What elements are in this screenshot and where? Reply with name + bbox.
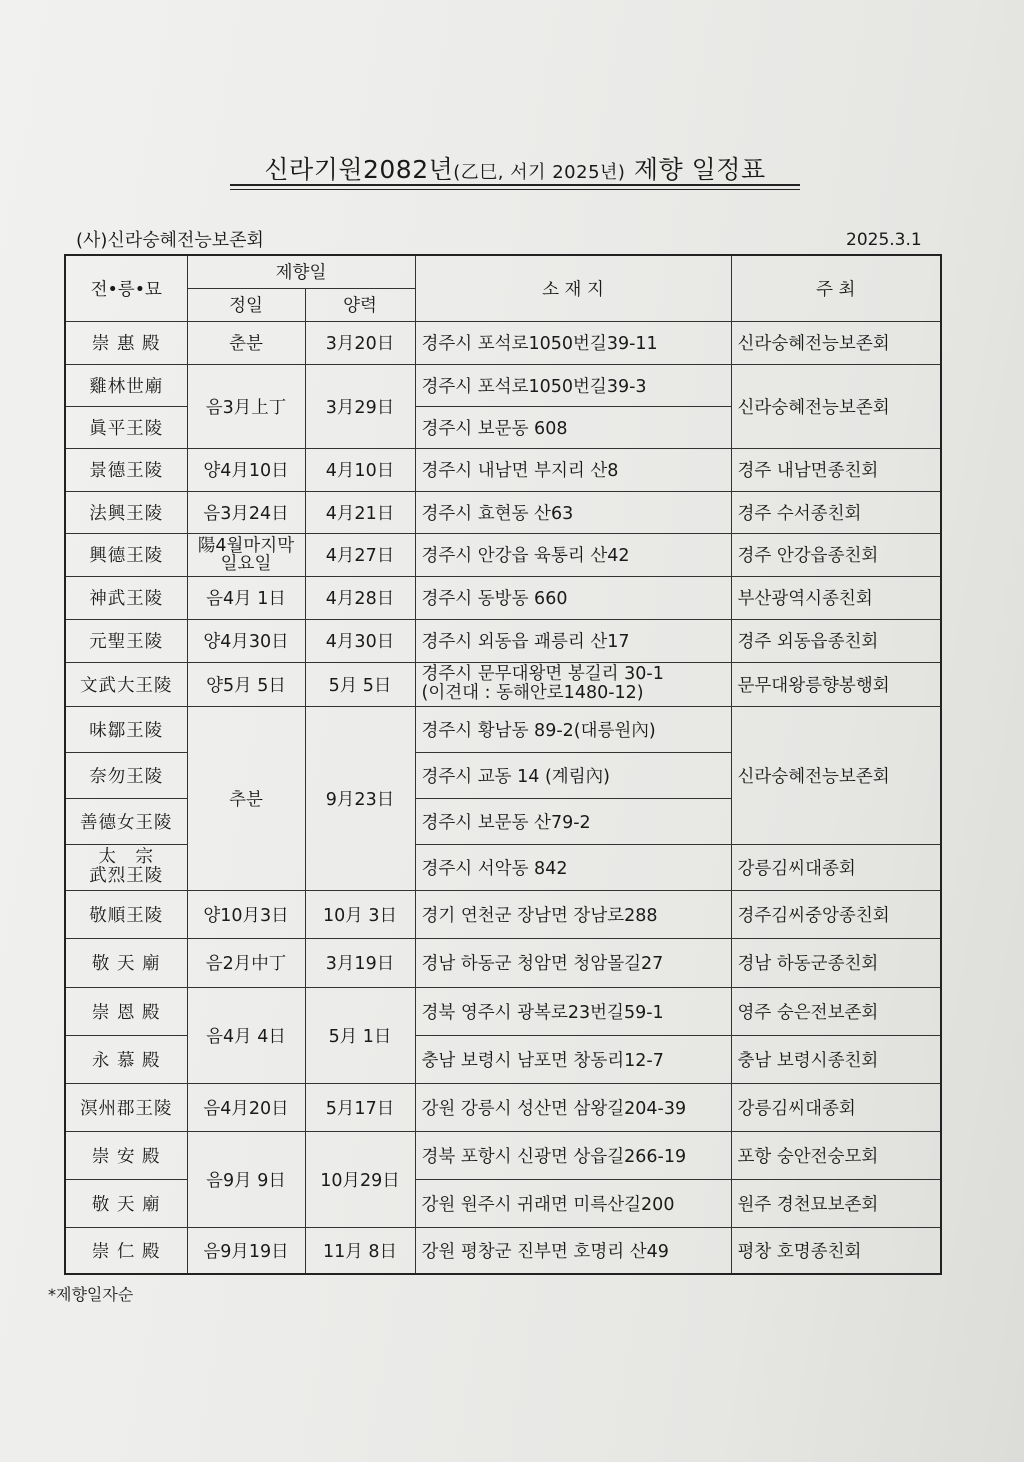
jeongil-cell: 양5月 5日 xyxy=(187,662,305,706)
jeongil-cell xyxy=(187,533,305,576)
table-row xyxy=(65,321,941,364)
host-cell: 포항 숭안전숭모회 xyxy=(731,1131,941,1179)
table-row xyxy=(65,364,941,406)
location-cell xyxy=(415,662,731,706)
table-row xyxy=(65,491,941,533)
location-cell: 강원 원주시 귀래면 미륵산길200 xyxy=(415,1179,731,1227)
host-cell: 문무대왕릉향봉행회 xyxy=(731,662,941,706)
site-cell: 元聖王陵 xyxy=(65,619,187,662)
location-cell: 경주시 포석로1050번길39-3 xyxy=(415,364,731,406)
host-cell: 평창 호명종친회 xyxy=(731,1227,941,1274)
host-cell: 강릉김씨대종회 xyxy=(731,844,941,890)
location-cell: 경주시 외동읍 괘릉리 산17 xyxy=(415,619,731,662)
host-cell: 신라숭혜전능보존회 xyxy=(731,364,941,448)
yang-cell: 3月29日 xyxy=(305,364,415,448)
host-cell: 충남 보령시종친회 xyxy=(731,1035,941,1083)
location-cell: 경주시 효현동 산63 xyxy=(415,491,731,533)
location-cell: 경주시 내남면 부지리 산8 xyxy=(415,448,731,491)
site-cell: 敬順王陵 xyxy=(65,890,187,938)
table-row xyxy=(65,987,941,1035)
location-cell: 경남 하동군 청암면 청암몰길27 xyxy=(415,938,731,987)
yang-cell: 4月30日 xyxy=(305,619,415,662)
jeongil-line1: 陽4월마지막 xyxy=(197,535,295,556)
location-cell: 경주시 동방동 660 xyxy=(415,576,731,619)
table-row xyxy=(65,576,941,619)
table-row xyxy=(65,448,941,491)
yang-cell: 5月17日 xyxy=(305,1083,415,1131)
location-cell: 경기 연천군 장남면 장남로288 xyxy=(415,890,731,938)
location-line1: 경주시 문무대왕면 봉길리 30-1 xyxy=(421,664,664,684)
table-row xyxy=(65,662,941,706)
header-row xyxy=(65,255,941,288)
site-line2: 武烈王陵 xyxy=(89,866,164,886)
yang-cell: 4月27日 xyxy=(305,533,415,576)
header-yangryeok: 양력 xyxy=(305,288,415,321)
jeongil-cell: 양10月3日 xyxy=(187,890,305,938)
site-cell: 味鄒王陵 xyxy=(65,706,187,752)
host-cell: 부산광역시종친회 xyxy=(731,576,941,619)
location-cell: 경주시 보문동 산79-2 xyxy=(415,798,731,844)
header-jehyang-day: 제향일 xyxy=(187,255,415,288)
yang-cell: 4月10日 xyxy=(305,448,415,491)
location-line2: (이견대 : 동해안로1480-12) xyxy=(421,683,644,703)
title-end: 제향 일정표 xyxy=(633,155,766,184)
location-cell: 경주시 보문동 608 xyxy=(415,406,731,448)
site-cell: 敬 天 廟 xyxy=(65,1179,187,1227)
yang-cell: 3月20日 xyxy=(305,321,415,364)
jeongil-cell: 음3月上丁 xyxy=(187,364,305,448)
jeongil-cell: 음3月24日 xyxy=(187,491,305,533)
location-cell: 경주시 황남동 89-2(대릉원內) xyxy=(415,706,731,752)
location-cell: 강원 평창군 진부면 호명리 산49 xyxy=(415,1227,731,1274)
jeongil-cell: 양4月30日 xyxy=(187,619,305,662)
jeongil-cell: 추분 xyxy=(187,706,305,890)
footnote: *제향일자순 xyxy=(48,1285,134,1304)
jeongil-line2: 일요일 xyxy=(220,553,272,574)
table-row xyxy=(65,1131,941,1179)
jeongil-cell: 음9月19日 xyxy=(187,1227,305,1274)
host-cell: 경주김씨중앙종친회 xyxy=(731,890,941,938)
table-row xyxy=(65,1227,941,1274)
title-main: 신라기원2082년 xyxy=(264,155,454,184)
yang-cell: 5月 5日 xyxy=(305,662,415,706)
site-cell: 溟州郡王陵 xyxy=(65,1083,187,1131)
organization-name: (사)신라숭혜전능보존회 xyxy=(76,230,264,251)
jeongil-cell: 양4月10日 xyxy=(187,448,305,491)
yang-cell: 3月19日 xyxy=(305,938,415,987)
site-cell: 崇 仁 殿 xyxy=(65,1227,187,1274)
header-site: 전•릉•묘 xyxy=(65,255,187,321)
site-cell: 景德王陵 xyxy=(65,448,187,491)
site-cell: 法興王陵 xyxy=(65,491,187,533)
yang-cell: 10月29日 xyxy=(305,1131,415,1227)
site-cell: 敬 天 廟 xyxy=(65,938,187,987)
site-cell: 神武王陵 xyxy=(65,576,187,619)
host-cell: 경주 수서종친회 xyxy=(731,491,941,533)
site-cell: 興德王陵 xyxy=(65,533,187,576)
site-cell: 崇 恩 殿 xyxy=(65,987,187,1035)
location-cell: 경주시 포석로1050번길39-11 xyxy=(415,321,731,364)
location-cell: 충남 보령시 남포면 창동리12-7 xyxy=(415,1035,731,1083)
title-underline xyxy=(230,184,800,186)
host-cell: 경주 외동읍종친회 xyxy=(731,619,941,662)
site-cell: 文武大王陵 xyxy=(65,662,187,706)
site-cell: 善德女王陵 xyxy=(65,798,187,844)
jeongil-cell: 음4月20日 xyxy=(187,1083,305,1131)
table-row xyxy=(65,706,941,752)
jeongil-cell: 춘분 xyxy=(187,321,305,364)
header-jeongil: 정일 xyxy=(187,288,305,321)
site-cell: 崇 惠 殿 xyxy=(65,321,187,364)
host-cell: 신라숭혜전능보존회 xyxy=(731,321,941,364)
yang-cell: 4月21日 xyxy=(305,491,415,533)
table-row xyxy=(65,533,941,576)
host-cell: 신라숭혜전능보존회 xyxy=(731,706,941,844)
site-cell: 雞林世廟 xyxy=(65,364,187,406)
location-cell: 경주시 안강읍 육통리 산42 xyxy=(415,533,731,576)
header-location: 소 재 지 xyxy=(415,255,731,321)
table-row xyxy=(65,1083,941,1131)
page-title xyxy=(230,150,800,186)
table-row xyxy=(65,890,941,938)
host-cell: 경주 안강읍종친회 xyxy=(731,533,941,576)
host-cell: 강릉김씨대종회 xyxy=(731,1083,941,1131)
title-underline-thin xyxy=(230,189,800,190)
yang-cell: 10月 3日 xyxy=(305,890,415,938)
yang-cell: 9月23日 xyxy=(305,706,415,890)
host-cell: 원주 경천묘보존회 xyxy=(731,1179,941,1227)
site-cell: 崇 安 殿 xyxy=(65,1131,187,1179)
document-date: 2025.3.1 xyxy=(846,230,922,250)
yang-cell: 5月 1日 xyxy=(305,987,415,1083)
location-cell: 경주시 서악동 842 xyxy=(415,844,731,890)
schedule-table xyxy=(64,254,942,1275)
location-cell: 경주시 교동 14 (계림內) xyxy=(415,752,731,798)
location-cell: 강원 강릉시 성산면 삼왕길204-39 xyxy=(415,1083,731,1131)
site-cell: 奈勿王陵 xyxy=(65,752,187,798)
table-row xyxy=(65,619,941,662)
jeongil-cell: 음9月 9日 xyxy=(187,1131,305,1227)
host-cell: 경주 내남면종친회 xyxy=(731,448,941,491)
header-host: 주 최 xyxy=(731,255,941,321)
title-paren: (乙巳, 서기 2025년) xyxy=(453,162,626,183)
site-line1: 太 宗 xyxy=(98,847,154,867)
site-cell: 眞平王陵 xyxy=(65,406,187,448)
site-cell: 永 慕 殿 xyxy=(65,1035,187,1083)
table-row xyxy=(65,938,941,987)
jeongil-cell: 음4月 4日 xyxy=(187,987,305,1083)
yang-cell: 4月28日 xyxy=(305,576,415,619)
location-cell: 경북 영주시 광복로23번길59-1 xyxy=(415,987,731,1035)
location-cell: 경북 포항시 신광면 상읍길266-19 xyxy=(415,1131,731,1179)
yang-cell: 11月 8日 xyxy=(305,1227,415,1274)
host-cell: 경남 하동군종친회 xyxy=(731,938,941,987)
host-cell: 영주 숭은전보존회 xyxy=(731,987,941,1035)
jeongil-cell: 음4月 1日 xyxy=(187,576,305,619)
jeongil-cell: 음2月中丁 xyxy=(187,938,305,987)
site-cell xyxy=(65,844,187,890)
